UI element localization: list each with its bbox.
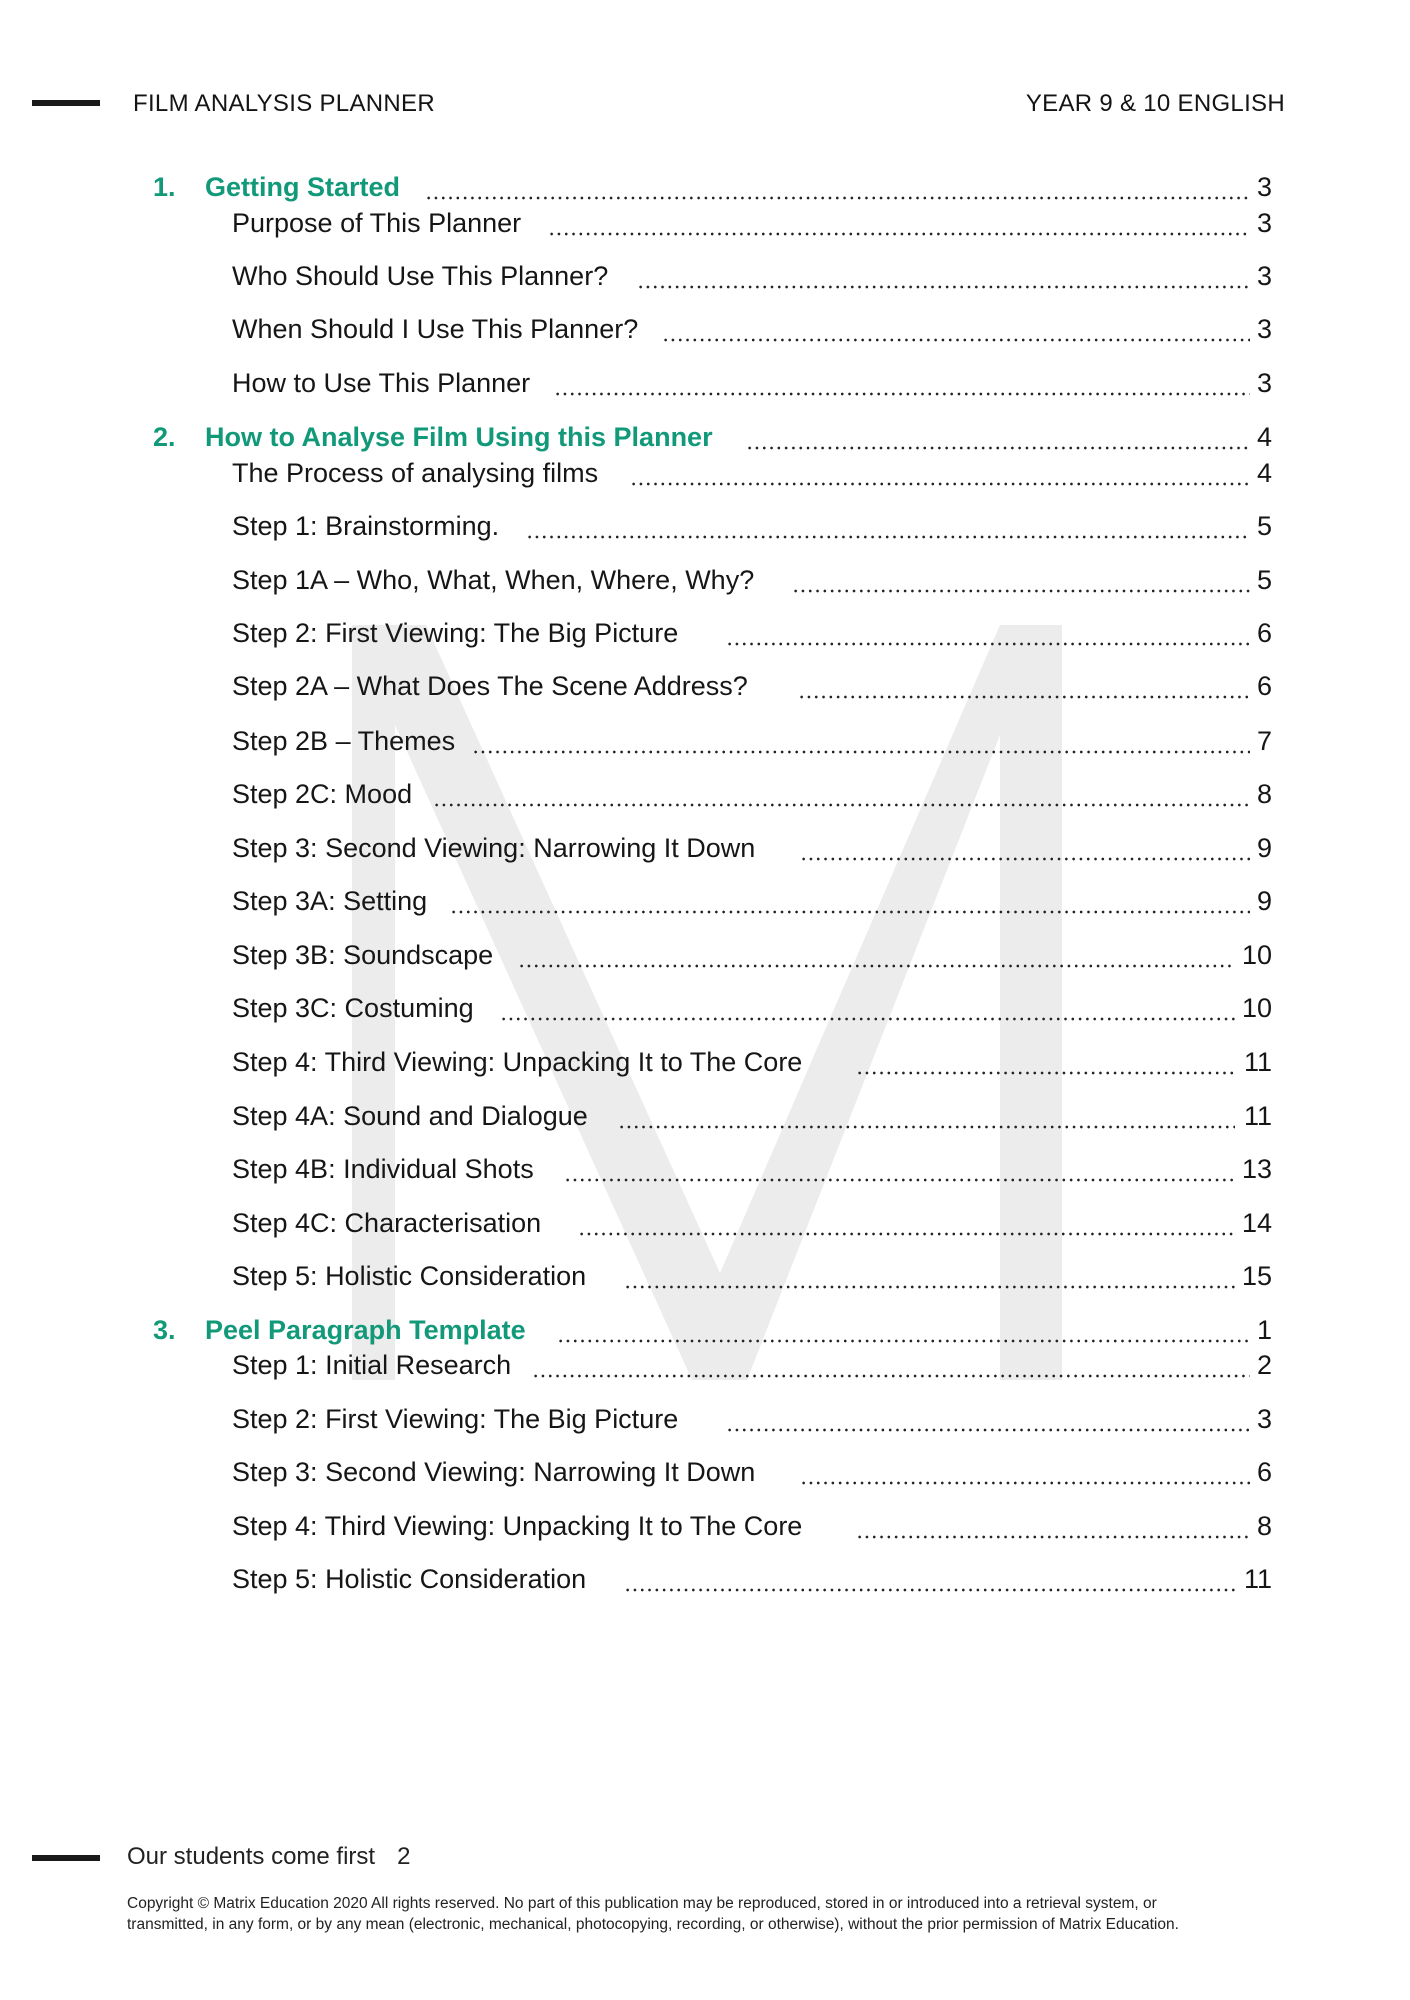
toc-page-number: 11	[1243, 1101, 1272, 1131]
toc-page-number: 6	[1256, 671, 1272, 701]
toc-entry[interactable]	[0, 1208, 1410, 1242]
copyright-notice	[127, 1893, 1307, 1935]
footer-rule	[32, 1855, 100, 1861]
toc-entry[interactable]	[0, 314, 1410, 348]
dot-leader	[554, 392, 1250, 396]
dot-leader	[662, 338, 1250, 342]
document-title: FILM ANALYSIS PLANNER	[133, 90, 435, 117]
toc-page-number: 3	[1256, 368, 1272, 398]
toc-entry-label: Step 3B: Soundscape	[232, 940, 494, 970]
toc-entry[interactable]	[0, 940, 1410, 974]
dot-leader	[618, 1125, 1235, 1129]
toc-page-number: 3	[1256, 314, 1272, 344]
dot-leader	[526, 535, 1250, 539]
toc-entry[interactable]	[0, 368, 1410, 402]
dot-leader	[578, 1232, 1235, 1236]
dot-leader	[856, 1535, 1250, 1539]
toc-entry[interactable]	[0, 726, 1410, 760]
toc-entry-label: Step 4A: Sound and Dialogue	[232, 1101, 588, 1131]
section-number: 3.	[153, 1315, 176, 1345]
toc-entry[interactable]	[0, 565, 1410, 599]
copyright-line-2: transmitted, in any form, or by any mean (electronic, mechanical, photocopying, recording, or otherwise), without the prior permission of Matrix Education.	[127, 1916, 1179, 1933]
toc-entry[interactable]	[0, 458, 1410, 492]
dot-leader	[800, 1481, 1250, 1485]
toc-entry-label: The Process of analysing films	[232, 458, 599, 488]
toc-page-number: 9	[1256, 886, 1272, 916]
dot-leader	[518, 964, 1235, 968]
toc-page-number: 15	[1241, 1261, 1272, 1291]
toc-page-number: 1	[1256, 1315, 1272, 1345]
toc-entry-label: Step 2A – What Does The Scene Address?	[232, 671, 748, 701]
toc-entry-label: Peel Paragraph Template	[205, 1315, 526, 1345]
toc-entry-label: Step 1A – Who, What, When, Where, Why?	[232, 565, 755, 595]
toc-entry[interactable]	[0, 1350, 1410, 1384]
toc-page-number: 10	[1241, 940, 1272, 970]
toc-entry-label: Step 2: First Viewing: The Big Picture	[232, 1404, 679, 1434]
toc-page-number: 5	[1256, 511, 1272, 541]
dot-leader	[433, 803, 1250, 807]
toc-page-number: 10	[1241, 993, 1272, 1023]
toc-entry[interactable]	[0, 886, 1410, 920]
dot-leader	[500, 1017, 1235, 1021]
toc-entry[interactable]	[0, 1511, 1410, 1545]
copyright-line-1: Copyright © Matrix Education 2020 All rights reserved. No part of this publication may be reproduced, stored in or introduced into a retrieval system, or	[127, 1895, 1157, 1912]
toc-entry-label: How to Analyse Film Using this Planner	[205, 422, 713, 452]
toc-entry-label: Step 4C: Characterisation	[232, 1208, 542, 1238]
toc-entry[interactable]	[0, 671, 1410, 705]
toc-page-number: 11	[1243, 1047, 1272, 1077]
dot-leader	[856, 1071, 1235, 1075]
toc-entry[interactable]	[0, 618, 1410, 652]
toc-entry-label: Who Should Use This Planner?	[232, 261, 609, 291]
toc-entry[interactable]	[0, 1261, 1410, 1295]
dot-leader	[564, 1178, 1235, 1182]
toc-entry-label: Step 3: Second Viewing: Narrowing It Down	[232, 1457, 756, 1487]
toc-entry-label: Step 2C: Mood	[232, 779, 413, 809]
toc-section-heading[interactable]	[0, 172, 1410, 206]
header-rule	[32, 100, 100, 106]
toc-page-number: 3	[1256, 172, 1272, 202]
toc-entry[interactable]	[0, 1404, 1410, 1438]
toc-entry-label: How to Use This Planner	[232, 368, 531, 398]
toc-entry[interactable]	[0, 511, 1410, 545]
toc-entry-label: When Should I Use This Planner?	[232, 314, 639, 344]
toc-entry-label: Purpose of This Planner	[232, 208, 522, 238]
toc-entry-label: Step 4B: Individual Shots	[232, 1154, 534, 1184]
dot-leader	[425, 196, 1250, 200]
toc-entry[interactable]	[0, 1154, 1410, 1188]
toc-page-number: 2	[1256, 1350, 1272, 1380]
dot-leader	[800, 857, 1250, 861]
toc-page-number: 3	[1256, 261, 1272, 291]
toc-page-number: 11	[1243, 1564, 1272, 1594]
dot-leader	[792, 589, 1250, 593]
section-number: 1.	[153, 172, 176, 202]
toc-entry-label: Step 5: Holistic Consideration	[232, 1261, 587, 1291]
toc-page-number: 7	[1256, 726, 1272, 756]
toc-section-heading[interactable]	[0, 422, 1410, 456]
dot-leader	[624, 1285, 1235, 1289]
toc-entry-label: Step 4: Third Viewing: Unpacking It to The Core	[232, 1047, 803, 1077]
dot-leader	[726, 642, 1250, 646]
dot-leader	[637, 285, 1250, 289]
toc-page-number: 8	[1256, 779, 1272, 809]
dot-leader	[557, 1339, 1250, 1343]
dot-leader	[532, 1374, 1250, 1378]
footer-tagline	[127, 1843, 410, 1871]
toc-page-number: 4	[1256, 458, 1272, 488]
toc-entry-label: Step 1: Brainstorming.	[232, 511, 500, 541]
toc-entry[interactable]	[0, 208, 1410, 242]
toc-page-number: 14	[1241, 1208, 1272, 1238]
dot-leader	[472, 750, 1250, 754]
toc-page-number: 6	[1256, 1457, 1272, 1487]
dot-leader	[798, 695, 1250, 699]
toc-entry[interactable]	[0, 261, 1410, 295]
toc-page-number: 6	[1256, 618, 1272, 648]
toc-entry-label: Step 2B – Themes	[232, 726, 456, 756]
toc-entry-label: Step 3C: Costuming	[232, 993, 474, 1023]
toc-page-number: 5	[1256, 565, 1272, 595]
subject-label: YEAR 9 & 10 ENGLISH	[1025, 90, 1285, 117]
tagline-text: Our students come first	[127, 1843, 376, 1870]
toc-entry-label: Step 2: First Viewing: The Big Picture	[232, 618, 679, 648]
toc-page-number: 4	[1256, 422, 1272, 452]
toc-entry-label: Step 1: Initial Research	[232, 1350, 512, 1380]
toc-entry-label: Getting Started	[205, 172, 401, 202]
section-number: 2.	[153, 422, 176, 452]
toc-entry[interactable]	[0, 833, 1410, 867]
toc-entry-label: Step 3: Second Viewing: Narrowing It Down	[232, 833, 756, 863]
toc-entry-label: Step 4: Third Viewing: Unpacking It to The Core	[232, 1511, 803, 1541]
dot-leader	[726, 1428, 1250, 1432]
toc-entry-label: Step 3A: Setting	[232, 886, 428, 916]
dot-leader	[548, 232, 1250, 236]
toc-page-number: 13	[1241, 1154, 1272, 1184]
toc-page-number: 3	[1256, 208, 1272, 238]
dot-leader	[450, 910, 1250, 914]
toc-entry[interactable]	[0, 1047, 1410, 1081]
toc-entry[interactable]	[0, 993, 1410, 1027]
toc-entry[interactable]	[0, 1457, 1410, 1491]
toc-entry[interactable]	[0, 1564, 1410, 1598]
toc-section-heading[interactable]	[0, 1315, 1410, 1349]
toc-entry[interactable]	[0, 779, 1410, 813]
page-number: 2	[397, 1843, 411, 1870]
toc-entry[interactable]	[0, 1101, 1410, 1135]
toc-page-number: 8	[1256, 1511, 1272, 1541]
toc-page-number: 9	[1256, 833, 1272, 863]
dot-leader	[630, 482, 1250, 486]
toc-page-number: 3	[1256, 1404, 1272, 1434]
dot-leader	[746, 446, 1250, 450]
toc-entry-label: Step 5: Holistic Consideration	[232, 1564, 587, 1594]
dot-leader	[624, 1588, 1235, 1592]
